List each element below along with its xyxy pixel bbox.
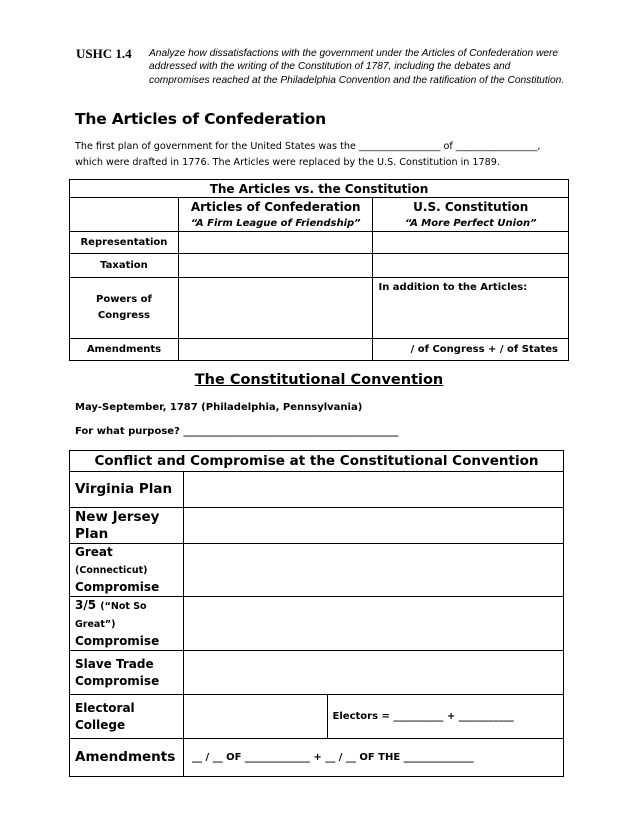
- not-so-great-label: (“Not So Great”): [75, 601, 147, 630]
- table-caption: The Articles vs. the Constitution: [70, 180, 569, 198]
- amendments-fill: __ / __ OF _____________ + __ / __ OF THE ______________: [191, 752, 474, 763]
- electors-fill: Electors = __________ + ___________: [332, 711, 514, 722]
- great-label: Great: [75, 545, 113, 559]
- row-label-representation: Representation: [70, 232, 179, 254]
- electors-cell[interactable]: [327, 695, 563, 739]
- answer-cell[interactable]: [183, 544, 563, 597]
- row-label-electoral-college: [70, 695, 184, 739]
- purpose-line: [75, 426, 398, 437]
- row-label-amendments: Amendments: [70, 739, 184, 777]
- slave-trade-label: Slave Trade: [75, 656, 154, 671]
- row-label-three-fifths-compromise: [70, 597, 184, 651]
- empty-header-cell: [70, 198, 179, 232]
- table-caption: Conflict and Compromise at the Constitutional Convention: [70, 451, 564, 472]
- connecticut-label: (Connecticut): [75, 565, 148, 576]
- compromise-label: Compromise: [75, 673, 160, 688]
- answer-cell[interactable]: [183, 597, 563, 651]
- powers-note-cell[interactable]: [373, 278, 569, 339]
- row-label-powers-of-congress: Powers of Congress: [70, 278, 179, 339]
- articles-column-header: [178, 198, 373, 232]
- row-label-new-jersey-plan: New Jersey Plan: [70, 508, 184, 544]
- answer-cell[interactable]: [183, 472, 563, 508]
- section-title-convention: The Constitutional Convention: [194, 372, 444, 388]
- convention-date: May-September, 1787 (Philadelphia, Pennsylvania): [75, 402, 363, 413]
- three-fifths-label: 3/5: [75, 598, 97, 612]
- standard-code: USHC 1.4: [76, 46, 132, 61]
- answer-cell[interactable]: [183, 651, 563, 695]
- articles-header-title: Articles of Confederation: [190, 199, 361, 214]
- row-label-amendments: Amendments: [70, 339, 179, 361]
- answer-cell[interactable]: [183, 508, 563, 544]
- intro-paragraph: [75, 139, 575, 171]
- constitution-column-header: [373, 198, 569, 232]
- section-title-articles: The Articles of Confederation: [75, 110, 326, 128]
- row-label-great-compromise: [70, 544, 184, 597]
- intro-line-1: The first plan of government for the United States was the _________________ of _________________,: [75, 141, 541, 152]
- intro-line-2: which were drafted in 1776. The Articles were replaced by the U.S. Constitution in 1789.: [75, 157, 500, 168]
- row-label-taxation: Taxation: [70, 254, 179, 278]
- amendments-note-cell[interactable]: [373, 339, 569, 361]
- amendments-fill-cell[interactable]: [183, 739, 563, 777]
- compromise-label: Compromise: [75, 634, 160, 648]
- answer-cell[interactable]: [373, 254, 569, 278]
- constitution-header-subtitle: “A More Perfect Union”: [404, 217, 537, 229]
- row-label-slave-trade-compromise: [70, 651, 184, 695]
- compromise-table: [69, 450, 564, 777]
- articles-header-subtitle: “A Firm League of Friendship”: [190, 217, 361, 229]
- purpose-label: For what purpose?: [75, 426, 180, 437]
- answer-cell[interactable]: [178, 339, 373, 361]
- compromise-label: Compromise: [75, 580, 160, 594]
- answer-cell[interactable]: [183, 695, 327, 739]
- row-label-virginia-plan: Virginia Plan: [70, 472, 184, 508]
- answer-cell[interactable]: [178, 254, 373, 278]
- standard-description: Analyze how dissatisfactions with the government under the Articles of Confederation were addressed with the writing of the Constitution of 1787, including the debates and compromises reached at the Philadelphia Convention and the ratification of the Constitution.: [149, 48, 565, 86]
- articles-vs-constitution-table: [69, 179, 569, 361]
- purpose-blank[interactable]: ___________________________________________: [183, 426, 399, 437]
- amendments-note: / of Congress + / of States: [410, 344, 558, 355]
- college-label: College: [75, 717, 126, 732]
- constitution-header-title: U.S. Constitution: [413, 199, 529, 214]
- answer-cell[interactable]: [178, 232, 373, 254]
- powers-note: In addition to the Articles:: [378, 282, 528, 293]
- answer-cell[interactable]: [178, 278, 373, 339]
- answer-cell[interactable]: [373, 232, 569, 254]
- electoral-label: Electoral: [75, 700, 135, 715]
